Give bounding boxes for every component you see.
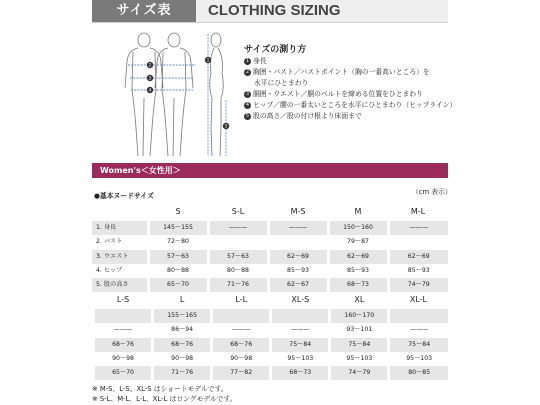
number-badge-icon: 4 (245, 102, 250, 108)
table-cell: ——— (212, 323, 271, 337)
table-cell: 74〜79 (330, 366, 389, 380)
table-cell: 80〜88 (148, 264, 208, 278)
body-measurement-illustration (118, 28, 238, 163)
note-long-model: ※ S-L、M-L、L-L、XL-L はロングモデルです。 (92, 395, 237, 403)
table-cell: 77〜82 (212, 366, 271, 380)
measure-list (244, 56, 474, 122)
svg-text:5: 5 (224, 123, 228, 129)
table-cell: 90〜98 (94, 352, 153, 366)
table-cell (94, 309, 153, 323)
number-badge-icon: 1 (245, 58, 250, 64)
number-badge-icon: 5 (245, 113, 250, 119)
header-title-en: CLOTHING SIZING (208, 2, 341, 19)
table-row (92, 250, 448, 264)
size-column-header: L-S (116, 295, 130, 304)
table-cell: 160〜170 (330, 309, 389, 323)
table-cell: ——— (208, 221, 268, 235)
svg-text:1: 1 (206, 57, 210, 63)
size-column-header: XL (354, 295, 365, 304)
size-table-1 (92, 203, 448, 292)
size-table-2 (92, 291, 448, 380)
size-column-header: XL-L (409, 295, 428, 304)
row-label: 3. ウエスト (92, 250, 148, 264)
table-cell: 90〜98 (212, 352, 271, 366)
number-badge-icon: 2 (245, 69, 250, 75)
size-column-header: M-L (410, 207, 426, 216)
table-cell: ——— (389, 323, 448, 337)
header-bar (92, 0, 448, 23)
table-cell: 145〜155 (148, 221, 208, 235)
table-cell (389, 309, 448, 323)
table-cell (212, 309, 271, 323)
measure-item (244, 67, 474, 78)
table-cell: 95〜103 (271, 352, 330, 366)
table-cell: 85〜93 (328, 264, 388, 278)
table-cell: 75〜84 (330, 338, 389, 352)
measure-item-text: 身長 (253, 57, 267, 65)
table-cell: 62〜69 (388, 250, 448, 264)
table-row (94, 366, 449, 380)
table-cell: 86〜94 (153, 323, 212, 337)
measure-item (244, 89, 474, 100)
table-cell: ——— (388, 221, 448, 235)
row-label: 2. バスト (92, 235, 148, 249)
svg-text:4: 4 (148, 87, 152, 93)
table-row (94, 309, 449, 323)
unit-label: （cm 表示） (412, 188, 452, 196)
table-cell (268, 235, 328, 249)
table-cell: 68〜76 (153, 338, 212, 352)
table-cell: 62〜67 (268, 278, 328, 292)
table-cell: 65〜70 (148, 278, 208, 292)
header-title-jp: サイズ表 (92, 0, 196, 22)
table-cell: 150〜160 (328, 221, 388, 235)
size-column-header: L (179, 295, 185, 304)
section-label: ●基本ヌードサイズ (94, 192, 154, 200)
table-row (94, 352, 449, 366)
table-cell: 68〜76 (212, 338, 271, 352)
table-cell: 93〜101 (330, 323, 389, 337)
table-cell (271, 309, 330, 323)
measure-item (244, 78, 474, 89)
table-row (92, 221, 448, 235)
table-cell (388, 235, 448, 249)
size-column-header: M (354, 207, 362, 216)
measure-item (244, 111, 474, 122)
note-short-model: ※ M-S、L-S、XL-S はショートモデルです。 (92, 385, 228, 393)
table-cell (208, 235, 268, 249)
table-cell: 80〜85 (389, 366, 448, 380)
table-cell: 71〜76 (153, 366, 212, 380)
measure-item-text: 水平にひとまわり (254, 79, 309, 87)
number-badge-icon: 3 (245, 91, 250, 97)
size-column-header: S-L (231, 207, 245, 216)
womens-label: Women's＜女性用＞ (100, 166, 181, 175)
table-row (94, 338, 449, 352)
table-row (94, 323, 449, 337)
table-cell: 85〜93 (268, 264, 328, 278)
measure-item-text: 胸囲・バスト／バストポイント（胸の一番高いところ）を (253, 68, 430, 76)
measure-item (244, 100, 474, 111)
measure-item (244, 56, 474, 67)
table-cell: 62〜69 (328, 250, 388, 264)
row-label: 4. ヒップ (92, 264, 148, 278)
table-cell: 68〜76 (94, 338, 153, 352)
row-label: 5. 股の高さ (92, 278, 148, 292)
size-column-header (92, 203, 148, 221)
measure-item-text: ヒップ／腰の一番太いところを水平にひとまわり（ヒップライン） (253, 101, 457, 109)
table-cell: 95〜103 (330, 352, 389, 366)
table-cell: 57〜63 (208, 250, 268, 264)
row-label: 1. 身長 (92, 221, 148, 235)
measure-title: サイズの測り方 (244, 45, 307, 55)
table-cell: 62〜69 (268, 250, 328, 264)
table-cell: 71〜76 (208, 278, 268, 292)
size-column-header: M-S (290, 207, 306, 216)
table-cell: 57〜63 (148, 250, 208, 264)
table-cell: ——— (268, 221, 328, 235)
table-cell: 155〜165 (153, 309, 212, 323)
table-cell: 80〜88 (208, 264, 268, 278)
table-cell: 90〜98 (153, 352, 212, 366)
table-cell: ——— (94, 323, 153, 337)
size-column-header: S (175, 207, 181, 216)
womens-section-bar (92, 163, 448, 178)
table-cell: 72〜80 (148, 235, 208, 249)
table-cell: 68〜73 (271, 366, 330, 380)
table-row (92, 264, 448, 278)
table-row (92, 235, 448, 249)
table-cell: 75〜84 (271, 338, 330, 352)
table-cell: 75〜84 (389, 338, 448, 352)
svg-text:3: 3 (148, 75, 152, 81)
table-cell: 79〜87 (328, 235, 388, 249)
measure-item-text: 胴囲・ウエスト／胴のベルトを締める位置をひとまわり (253, 90, 423, 98)
table-cell: 65〜70 (94, 366, 153, 380)
size-column-header: XL-S (291, 295, 310, 304)
svg-text:2: 2 (148, 62, 152, 68)
table-cell: 74〜79 (388, 278, 448, 292)
size-column-header: L-L (235, 295, 248, 304)
measure-item-text: 股の高さ／股の付け根より床面まで (253, 112, 362, 120)
table-cell: ——— (271, 323, 330, 337)
body-figure-icon (118, 28, 238, 163)
table-cell: 85〜93 (388, 264, 448, 278)
table-cell: 68〜73 (328, 278, 388, 292)
table-cell: 95〜103 (389, 352, 448, 366)
